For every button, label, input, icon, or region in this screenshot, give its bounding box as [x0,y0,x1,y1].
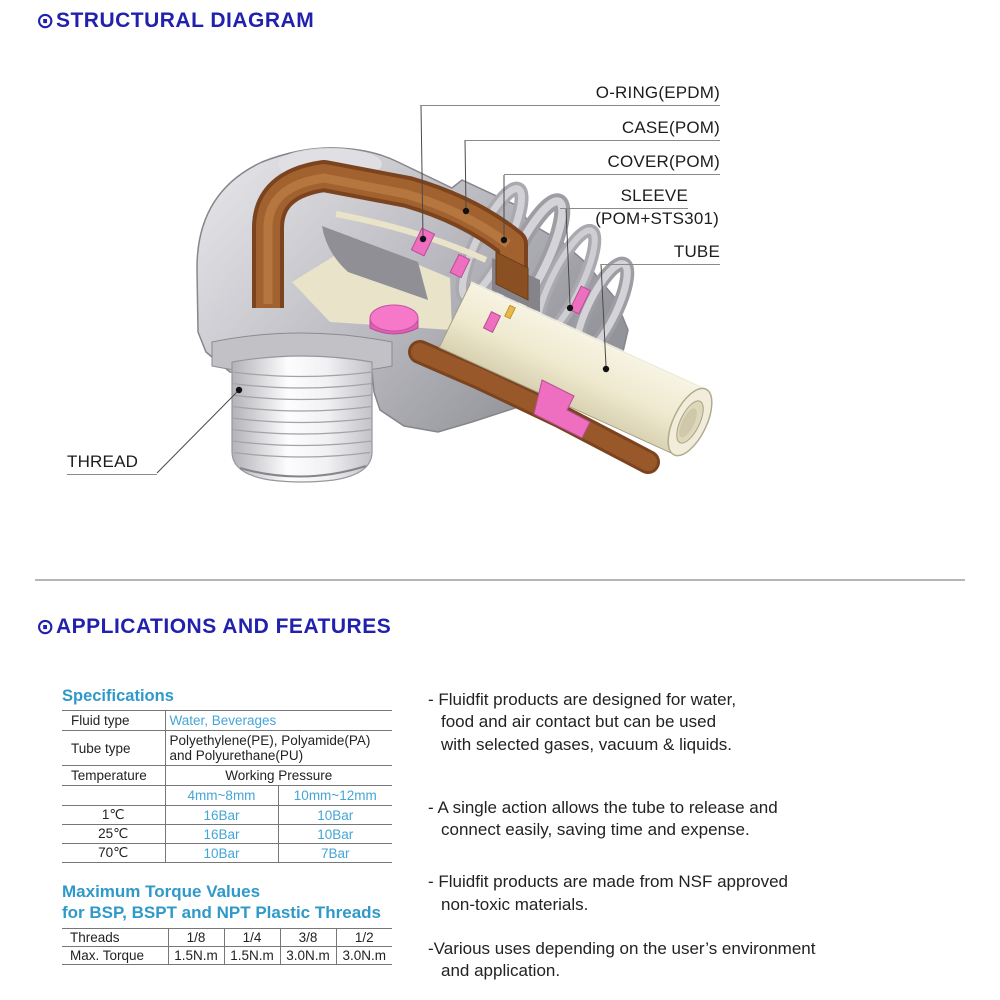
pressure-value: 10Bar [278,806,392,825]
tube-type-label: Tube type [62,731,165,766]
feature-line: food and air contact but can be used [441,712,717,732]
features-list [428,689,988,983]
threads-label: Threads [62,929,168,947]
temp-value: 1℃ [62,806,165,825]
thread-size: 1/8 [168,929,224,947]
list-item [428,689,988,756]
feature-line: with selected gases, vacuum & liquids. [441,734,733,754]
label-tube: TUBE [601,242,720,265]
release-button [370,305,418,334]
torque-title-line2: for BSP, BSPT and NPT Plastic Threads [62,903,381,922]
torque-value: 3.0N.m [280,947,336,965]
feature-line: non-toxic materials. [441,894,589,914]
label-o-ring: O-RING(EPDM) [420,83,720,106]
temperature-label: Temperature [62,766,165,786]
empty-cell [62,786,165,806]
working-pressure-label: Working Pressure [165,766,392,786]
thread-size: 3/8 [280,929,336,947]
label-cover: COVER(POM) [504,152,720,175]
pressure-value: 10Bar [165,844,278,863]
label-case: CASE(POM) [465,118,720,141]
section-bullet-icon: ⊙ [36,614,55,639]
thread-size: 1/4 [224,929,280,947]
section-title-text: APPLICATIONS AND FEATURES [55,615,392,638]
label-sleeve-line2: (POM+STS301) [595,209,719,228]
pressure-value: 10Bar [278,825,392,844]
specifications-title: Specifications [62,687,174,705]
list-item [428,797,988,842]
feature-line: and application. [441,961,561,981]
label-thread: THREAD [67,452,157,475]
section-divider [35,579,965,581]
section-title-text: STRUCTURAL DIAGRAM [55,9,315,32]
feature-line: -Various uses depending on the user’s environment [428,939,816,959]
table-row [62,731,392,766]
torque-title-line1: Maximum Torque Values [62,882,261,901]
feature-line: connect easily, saving time and expense. [441,820,750,840]
table-row [62,844,392,863]
table-row [62,766,392,786]
feature-line: - A single action allows the tube to release and [428,797,778,817]
temp-value: 70℃ [62,844,165,863]
section-title-applications-features [36,615,391,639]
thread-size: 1/2 [336,929,392,947]
torque-value: 1.5N.m [168,947,224,965]
specifications-table [62,710,392,863]
table-row [62,786,392,806]
feature-line: - Fluidfit products are designed for water, [428,690,737,709]
pressure-value: 7Bar [278,844,392,863]
size-range-2: 10mm~12mm [278,786,392,806]
table-row [62,806,392,825]
pressure-value: 16Bar [165,825,278,844]
list-item [428,871,988,916]
fluid-type-label: Fluid type [62,711,165,731]
temp-value: 25℃ [62,825,165,844]
table-row [62,929,392,947]
pressure-value: 16Bar [165,806,278,825]
tube-type-value: Polyethylene(PE), Polyamide(PA) and Polyurethane(PU) [165,731,392,766]
label-sleeve-line1: SLEEVE [560,186,688,209]
max-torque-label: Max. Torque [62,947,168,965]
thread-cylinder [232,356,372,482]
table-row [62,947,392,965]
table-row [62,825,392,844]
list-item [428,938,988,983]
feature-line: - Fluidfit products are made from NSF approved [428,872,788,892]
section-bullet-icon: ⊙ [36,8,55,33]
torque-value: 1.5N.m [224,947,280,965]
fluid-type-value: Water, Beverages [165,711,392,731]
table-row [62,711,392,731]
torque-table [62,928,392,965]
torque-value: 3.0N.m [336,947,392,965]
size-range-1: 4mm~8mm [165,786,278,806]
